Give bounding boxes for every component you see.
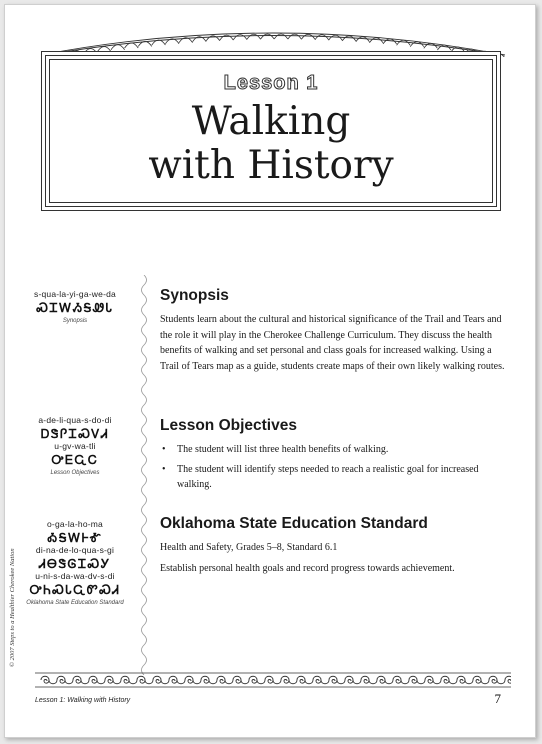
standard-syllabary-3: ᎤᏂᏍᏓᏩᏛᏍᏗ (29, 582, 121, 597)
synopsis-heading: Synopsis (160, 287, 229, 304)
synopsis-section (160, 287, 510, 374)
document-page (4, 4, 536, 738)
sidebar-objectives (11, 415, 139, 479)
sidebar-standard (11, 519, 139, 609)
standard-caption: Oklahoma State Education Standard (26, 600, 124, 606)
sidebar-divider (137, 275, 151, 675)
standard-transliteration-2: di-na-de-lo-qua-s-gi (35, 545, 115, 555)
objectives-section (160, 417, 510, 497)
standard-grade-line: Health and Safety, Grades 5–8, Standard 6.1 (160, 542, 338, 553)
title-box (41, 51, 501, 211)
title-line-1: Walking (191, 99, 351, 144)
page-title (42, 100, 500, 188)
objectives-transliteration-1: a-de-li-qua-s-do-di (38, 415, 112, 425)
objectives-syllabary-1: ᎠᏕᎵᏆᏍᏙᏗ (40, 426, 110, 441)
standard-goal-line: Establish personal health goals and record progress towards achievement. (160, 563, 455, 574)
page-number: 7 (494, 691, 501, 706)
standard-syllabary-1: ᎣᎦᎳᎰᎹ (47, 530, 103, 545)
standard-heading: Oklahoma State Education Standard (160, 515, 428, 532)
standard-section (160, 515, 510, 582)
footer-ornament (35, 669, 511, 691)
copyright-notice: © 2007 Steps to a Healthier Cherokee Nation (9, 548, 16, 667)
title-line-2: with History (148, 143, 394, 188)
standard-syllabary-2: ᏗᎾᏕᎶᏆᏍᎩ (39, 556, 111, 571)
synopsis-body: Students learn about the cultural and historical significance of the Trail and Tears and the role it will play in the Cherokee Challenge Curriculum. They discuss the health benefits of walking and set personal and class goals for increased walking. Using a Trail of Tears map as a guide, students create maps of their own likely walking routes. (160, 314, 505, 372)
synopsis-caption: Synopsis (62, 318, 88, 324)
sidebar-synopsis (11, 289, 139, 327)
standard-transliteration-3: u-ni-s-da-wa-dv-s-di (35, 571, 115, 581)
objectives-list (160, 442, 510, 493)
standard-transliteration-1: o-ga-la-ho-ma (47, 519, 103, 529)
synopsis-transliteration: s-qua-la-yi-ga-we-da (34, 289, 116, 299)
objective-item: • The student will identify steps needed to reach a realistic goal for increased walking. (160, 462, 510, 493)
objectives-syllabary-2: ᎤᎬᏩᏟ (51, 452, 99, 467)
objectives-transliteration-2: u-gv-wa-tli (54, 441, 96, 451)
synopsis-syllabary: ᏍᏆᎳᏱᎦᏪᏓ (36, 300, 114, 315)
footer-lesson-label: Lesson 1: Walking with History (35, 697, 131, 704)
objective-item: • The student will list three health benefits of walking. (160, 442, 510, 458)
objectives-caption: Lesson Objectives (50, 470, 100, 476)
lesson-number: Lesson 1 (223, 72, 319, 94)
objectives-heading: Lesson Objectives (160, 417, 297, 434)
